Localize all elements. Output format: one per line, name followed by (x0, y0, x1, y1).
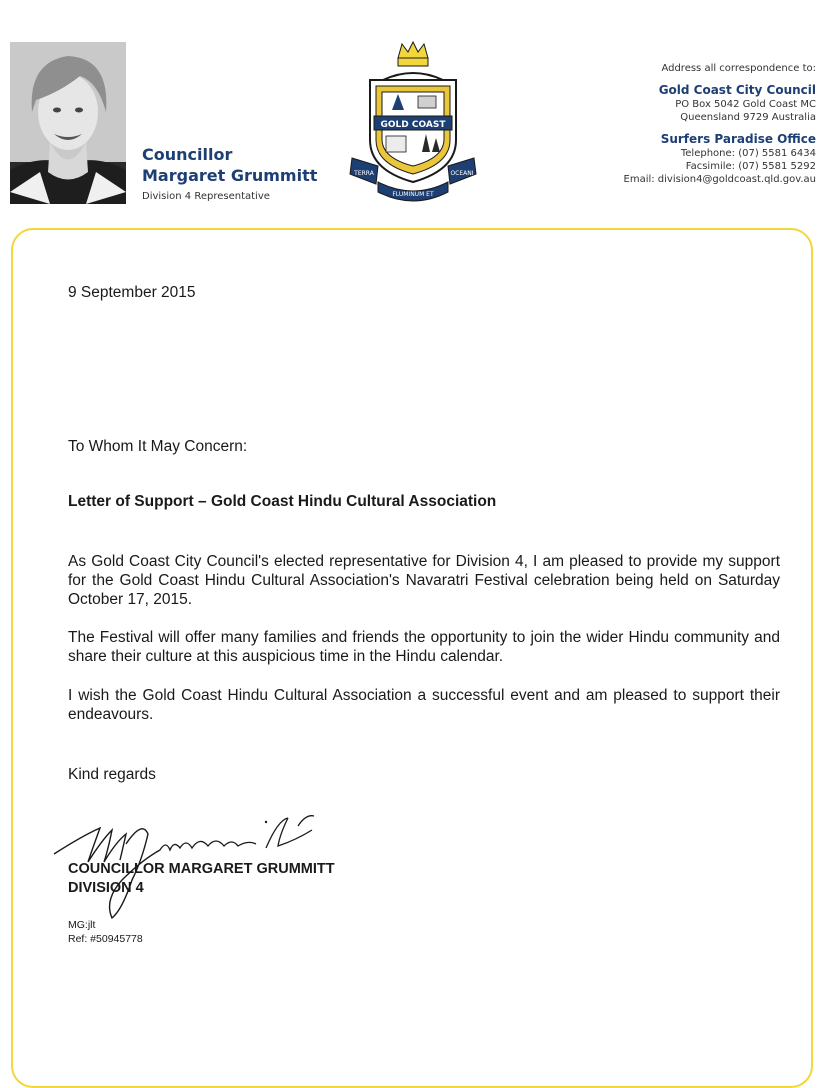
councillor-title-line2: Margaret Grummitt (142, 166, 318, 185)
councillor-title (142, 144, 317, 186)
letter-paragraph: I wish the Gold Coast Hindu Cultural Association a successful event and am pleased to support their endeavours. (68, 687, 780, 723)
correspondence-address (624, 62, 816, 186)
crest-banner-text: GOLD COAST (380, 120, 446, 130)
address-po-box: PO Box 5042 Gold Coast MC (675, 99, 816, 110)
address-council: Gold Coast City Council (658, 83, 816, 97)
crest-motto-right: OCEANI (450, 170, 474, 177)
letter-paragraph: As Gold Coast City Council's elected representative for Division 4, I am pleased to provide my support for the Gold Coast Hindu Cultural Association's Navaratri Festival celebration being held on Saturday October 17, 2015. (68, 553, 780, 608)
signatory-name: COUNCILLOR MARGARET GRUMMITT (68, 861, 335, 877)
address-email: Email: division4@goldcoast.qld.gov.au (623, 174, 816, 185)
division-representative: Division 4 Representative (142, 191, 270, 202)
portrait-image (10, 42, 126, 204)
address-telephone: Telephone: (07) 5581 6434 (680, 148, 816, 159)
address-state: Queensland 9729 Australia (680, 112, 816, 123)
councillor-photo (10, 42, 126, 204)
letter-closing: Kind regards (68, 766, 156, 783)
address-intro: Address all correspondence to: (661, 63, 816, 74)
letter-date: 9 September 2015 (68, 284, 196, 301)
letter-subject: Letter of Support – Gold Coast Hindu Cultural Association (68, 493, 497, 510)
crest-motto-left: TERRA (354, 170, 374, 177)
initials: MG:jlt (68, 919, 96, 931)
signatory-block (68, 860, 335, 898)
address-office: Surfers Paradise Office (660, 132, 816, 146)
letter-salutation: To Whom It May Concern: (68, 438, 248, 455)
address-facsimile: Facsimile: (07) 5581 5292 (685, 161, 816, 172)
reference-number: Ref: #50945778 (68, 933, 143, 945)
crest-motto-bottom: FLUMINUM ET (392, 191, 434, 198)
signatory-division: DIVISION 4 (68, 880, 144, 896)
city-crest-logo (348, 40, 478, 210)
councillor-title-line1: Councillor (142, 145, 233, 164)
letter-paragraph: The Festival will offer many families and friends the opportunity to join the wider Hindu community and share their culture at this auspicious time in the Hindu calendar. (68, 629, 780, 665)
